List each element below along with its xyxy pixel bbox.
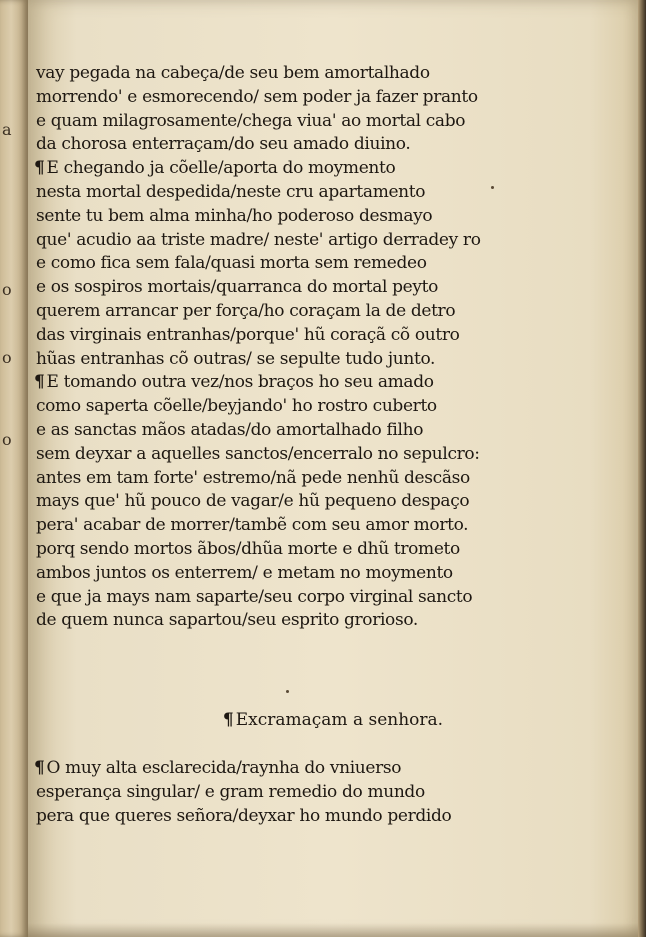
line-text: E chegando ja cõelle/aporta do moymento	[46, 158, 396, 179]
text-line	[34, 757, 594, 781]
line-text: nesta mortal despedida/neste cru apartamento	[36, 181, 426, 202]
line-text: porq sendo mortos ãbos/dhũa morte e dhũ trometo	[36, 538, 460, 559]
line-text: esperança singular/ e gram remedio do mundo	[36, 781, 425, 802]
pilcrow-mark: ¶	[34, 158, 45, 179]
facing-page-edge	[0, 0, 28, 937]
line-text: e as sanctas mãos atadas/do amortalhado filho	[36, 419, 424, 440]
line-text: e como fica sem fala/quasi morta sem remedeo	[36, 253, 427, 274]
text-line	[34, 157, 594, 181]
text-line	[34, 62, 594, 86]
section-heading-row	[0, 706, 646, 734]
line-text: de quem nunca sapartou/seu esprito grorioso.	[36, 610, 418, 631]
line-text: pera que queres señora/deyxar ho mundo perdido	[36, 805, 452, 826]
text-line	[34, 781, 594, 805]
text-line	[34, 443, 594, 467]
line-text: e os sospiros mortais/quarranca do mortal peyto	[36, 277, 438, 298]
text-line	[34, 276, 594, 300]
line-text: E tomando outra vez/nos braços ho seu amado	[46, 372, 434, 393]
line-text: e que ja mays nam saparte/seu corpo virginal sancto	[36, 586, 473, 607]
text-line	[34, 324, 594, 348]
line-text: e quam milagrosamente/chega viua' ao mortal cabo	[36, 110, 466, 131]
text-line	[34, 110, 594, 134]
line-text: hũas entranhas cõ outras/ se sepulte tudo junto.	[36, 348, 436, 369]
text-line	[34, 205, 594, 229]
line-text: pera' acabar de morrer/tambẽ com seu amor morto.	[36, 515, 469, 536]
text-line	[34, 514, 594, 538]
body-text-block	[34, 62, 594, 633]
text-line	[34, 86, 594, 110]
line-text: que' acudio aa triste madre/ neste' artigo derradey ro	[36, 229, 481, 250]
text-line	[34, 467, 594, 491]
section-heading	[223, 706, 443, 734]
page-fore-edge	[638, 0, 646, 937]
text-line	[34, 490, 594, 514]
text-line	[34, 348, 594, 372]
section-heading-text: Excramaçam a senhora.	[235, 710, 444, 730]
line-text: O muy alta esclarecida/raynha do vniuerso	[46, 758, 402, 778]
text-line	[34, 419, 594, 443]
text-line	[34, 229, 594, 253]
pilcrow-mark: ¶	[34, 372, 45, 393]
text-line	[34, 805, 594, 829]
text-line	[34, 181, 594, 205]
line-text: querem arrancar per força/ho coraçam la de detro	[36, 300, 456, 321]
line-text: das virginais entranhas/porque' hũ coraçã cõ outro	[36, 324, 460, 345]
line-text: morrendo' e esmorecendo/ sem poder ja fazer pranto	[36, 86, 478, 107]
line-text: sente tu bem alma minha/ho poderoso desmayo	[36, 205, 433, 226]
line-text: mays que' hũ pouco de vagar/e hũ pequeno despaço	[36, 491, 470, 512]
text-line	[34, 538, 594, 562]
facing-page-bleed-letter: o	[2, 280, 12, 299]
line-text: antes em tam forte' estremo/nã pede nenhũ descãso	[36, 467, 470, 488]
pilcrow-mark: ¶	[34, 758, 45, 778]
text-line	[34, 562, 594, 586]
closing-text-block	[34, 757, 594, 828]
ink-speck	[286, 690, 289, 693]
text-line	[34, 395, 594, 419]
facing-page-bleed-letter: o	[2, 430, 12, 449]
line-text: como saperta cõelle/beyjando' ho rostro cuberto	[36, 396, 437, 417]
ink-speck	[491, 186, 494, 189]
text-line	[34, 133, 594, 157]
pilcrow-mark: ¶	[222, 710, 234, 730]
text-line	[34, 300, 594, 324]
line-text: ambos juntos os enterrem/ e metam no moymento	[36, 562, 453, 583]
text-line	[34, 252, 594, 276]
text-line	[34, 586, 594, 610]
facing-page-bleed-letter: o	[2, 348, 12, 367]
text-line	[34, 371, 594, 395]
line-text: da chorosa enterraçam/do seu amado diuino.	[36, 134, 411, 155]
line-text: sem deyxar a aquelles sanctos/encerralo no sepulcro:	[36, 443, 480, 464]
text-line	[34, 609, 594, 633]
line-text: vay pegada na cabeça/de seu bem amortalhado	[36, 63, 430, 83]
page-bottom-shadow	[28, 923, 638, 937]
facing-page-bleed-letter: a	[2, 120, 12, 139]
